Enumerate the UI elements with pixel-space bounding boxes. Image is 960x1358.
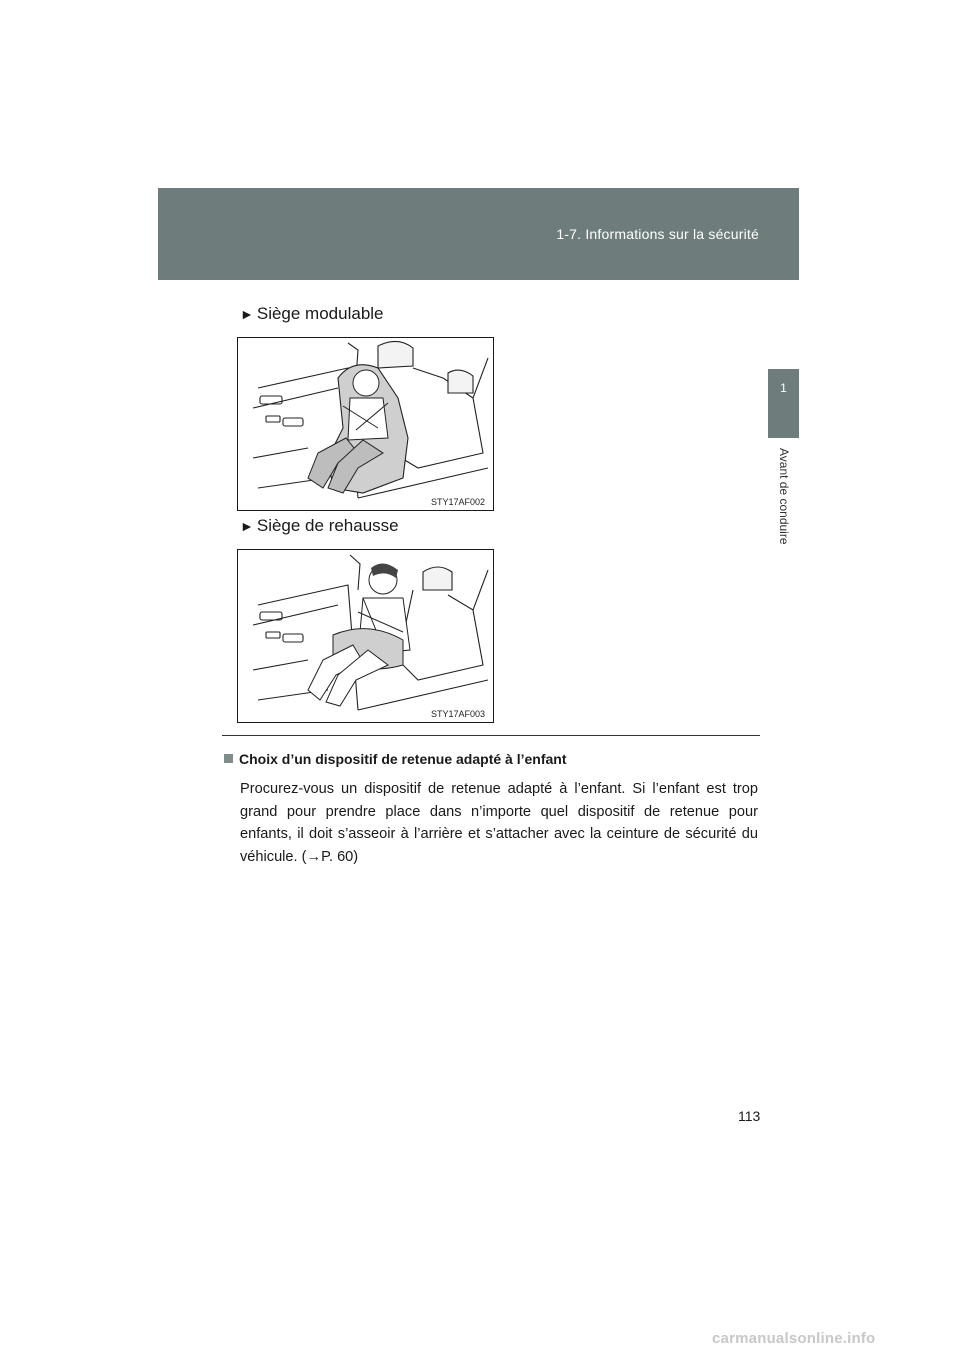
- figure-booster-seat: [237, 549, 494, 723]
- figure-code: STY17AF002: [430, 497, 485, 507]
- chapter-label-text: Avant de conduire: [777, 448, 791, 545]
- figure-heading-modular: [240, 304, 384, 324]
- figure-code: STY17AF003: [430, 709, 485, 719]
- triangle-bullet-icon: ►: [240, 306, 254, 322]
- chapter-number: 1: [780, 381, 787, 395]
- figure-modular-seat: [237, 337, 494, 511]
- chapter-tab: [768, 369, 799, 438]
- section-divider: [222, 735, 760, 736]
- section-body: Procurez-vous un dispositif de retenue adapté à l’enfant. Si l’enfant est trop grand pour prendre place dans n’importe quel dispositif de retenue pour enfants, il doit s’asseoir à l’arrière et s’attacher avec la ceinture de sécurité du véhicule. (→P. 60): [240, 781, 758, 865]
- section-heading: [224, 751, 566, 767]
- section-title: 1-7. Informations sur la sécurité: [556, 226, 759, 242]
- figure-heading-text: Siège de rehausse: [256, 516, 399, 535]
- header-band: [158, 188, 799, 280]
- booster-seat-illustration: [238, 550, 493, 722]
- square-bullet-icon: [224, 754, 233, 763]
- child-seat-illustration: [238, 338, 493, 510]
- figure-heading-booster: [240, 516, 399, 536]
- figure-heading-text: Siège modulable: [256, 304, 384, 323]
- watermark: carmanualsonline.info: [712, 1330, 876, 1347]
- chapter-label: [773, 448, 795, 598]
- section-heading-text: Choix d’un dispositif de retenue adapté à l’enfant: [239, 751, 567, 767]
- triangle-bullet-icon: ►: [240, 518, 254, 534]
- page-number: 113: [738, 1108, 761, 1124]
